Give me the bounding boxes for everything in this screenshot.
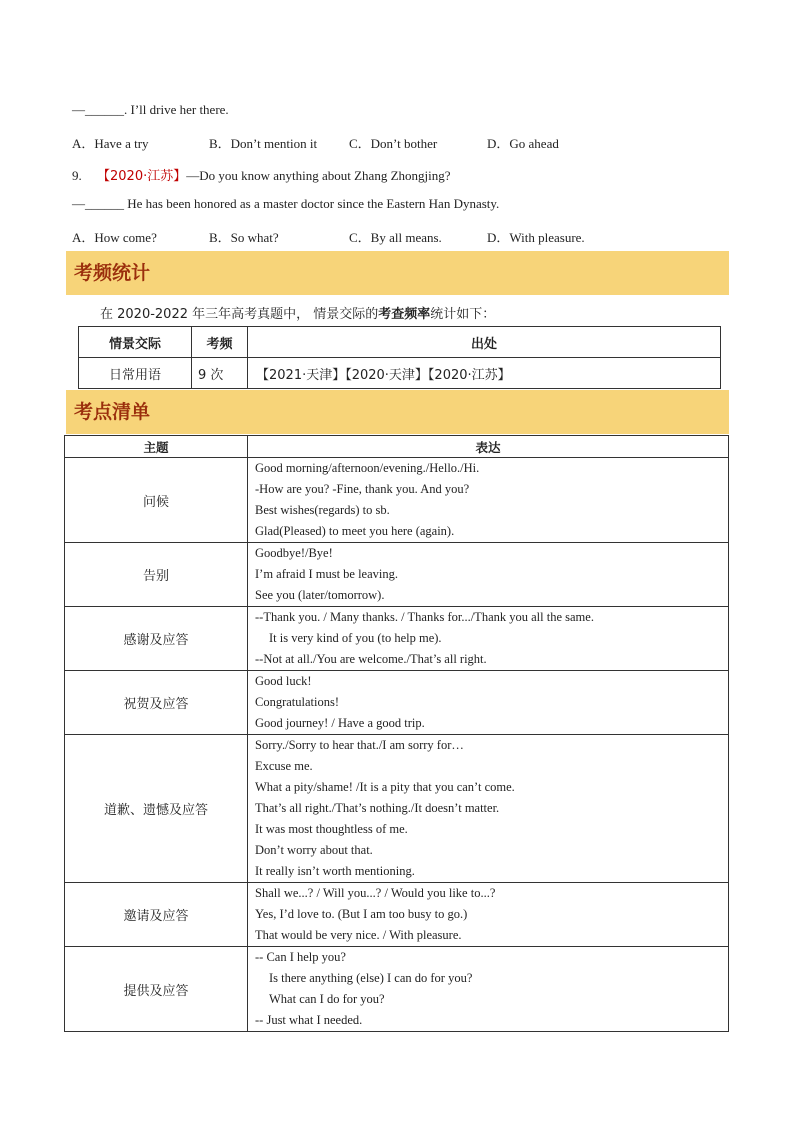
frequency-intro-bold: 考查频率 xyxy=(378,307,431,322)
topic-cell: 道歉、遗憾及应答 xyxy=(65,735,248,883)
section-frequency-banner: 考频统计 xyxy=(66,251,729,295)
frequency-intro-text: 在 2020-2022 年三年高考真题中， 情景交际的 xyxy=(100,307,379,322)
q9-source: 【2020·江苏】 xyxy=(97,169,187,184)
expression-cell xyxy=(248,735,729,883)
expression-line: Yes, I’d love to. (But I am too busy to go.) xyxy=(255,907,468,921)
q9-option-b: B．So what? xyxy=(209,230,279,245)
expression-line: Glad(Pleased) to meet you here (again). xyxy=(255,524,455,538)
frequency-header-count: 考频 xyxy=(192,327,248,358)
expression-line: What can I do for you? xyxy=(269,992,385,1006)
frequency-header-row xyxy=(79,327,721,358)
frequency-table xyxy=(78,326,721,389)
q9-option-c: C．By all means. xyxy=(349,230,442,245)
q9-option-d: D．With pleasure. xyxy=(487,230,585,245)
points-row-farewell xyxy=(65,543,729,607)
expression-cell xyxy=(248,883,729,947)
expression-line: Good morning/afternoon/evening./Hello./Hi. xyxy=(255,461,480,475)
expression-line: -- Just what I needed. xyxy=(255,1013,363,1027)
q9-answer-line: —______ He has been honored as a master doctor since the Eastern Han Dynasty. xyxy=(72,196,500,211)
expression-cell xyxy=(248,671,729,735)
topic-cell: 告别 xyxy=(65,543,248,607)
expression-cell xyxy=(248,947,729,1032)
frequency-row xyxy=(79,358,721,389)
frequency-cell-count: 9 次 xyxy=(192,358,248,389)
q8-option-b: B．Don’t mention it xyxy=(209,136,318,151)
expression-line: It is very kind of you (to help me). xyxy=(269,631,442,645)
expression-line: It was most thoughtless of me. xyxy=(255,822,408,836)
expression-line: --Thank you. / Many thanks. / Thanks for.../Thank you all the same. xyxy=(255,610,594,624)
section-points-banner: 考点清单 xyxy=(66,390,729,434)
expression-cell xyxy=(248,543,729,607)
points-row-offer xyxy=(65,947,729,1032)
q8-option-c: C．Don’t bother xyxy=(349,136,438,151)
expression-line: -- Can I help you? xyxy=(255,950,346,964)
expression-line: Good luck! xyxy=(255,674,312,688)
expression-line: Good journey! / Have a good trip. xyxy=(255,716,425,730)
expression-line: Congratulations! xyxy=(255,695,340,709)
q8-option-d: D．Go ahead xyxy=(487,136,559,151)
expression-line: That would be very nice. / With pleasure. xyxy=(255,928,462,942)
expression-line: That’s all right./That’s nothing./It doesn’t matter. xyxy=(255,801,500,815)
expression-line: Is there anything (else) I can do for you? xyxy=(269,971,473,985)
points-table xyxy=(64,435,729,1032)
expression-cell xyxy=(248,458,729,543)
q9-option-a: A．How come? xyxy=(72,230,157,245)
points-header-topic: 主题 xyxy=(65,436,248,458)
frequency-intro-end: 统计如下： xyxy=(430,307,496,322)
frequency-header-topic: 情景交际 xyxy=(79,327,192,358)
expression-line: -How are you? -Fine, thank you. And you? xyxy=(255,482,470,496)
q9-number: 9. xyxy=(72,168,82,183)
frequency-cell-topic: 日常用语 xyxy=(79,358,192,389)
points-row-congratulations xyxy=(65,671,729,735)
topic-cell: 感谢及应答 xyxy=(65,607,248,671)
topic-cell: 祝贺及应答 xyxy=(65,671,248,735)
frequency-intro xyxy=(100,303,495,322)
topic-cell: 邀请及应答 xyxy=(65,883,248,947)
q9-prompt-line xyxy=(72,165,451,184)
expression-line: What a pity/shame! /It is a pity that you can’t come. xyxy=(255,780,515,794)
points-row-thanks xyxy=(65,607,729,671)
expression-line: See you (later/tomorrow). xyxy=(255,588,385,602)
points-header-row xyxy=(65,436,729,458)
points-row-invitation xyxy=(65,883,729,947)
q8-answer-line: —______. I’ll drive her there. xyxy=(72,102,229,117)
q8-option-a: A．Have a try xyxy=(72,136,149,151)
expression-line: Best wishes(regards) to sb. xyxy=(255,503,390,517)
expression-line: Sorry./Sorry to hear that./I am sorry for… xyxy=(255,738,464,752)
frequency-header-source: 出处 xyxy=(248,327,721,358)
topic-cell: 问候 xyxy=(65,458,248,543)
expression-line: Excuse me. xyxy=(255,759,313,773)
expression-line: I’m afraid I must be leaving. xyxy=(255,567,399,581)
points-header-expression: 表达 xyxy=(248,436,729,458)
points-row-apology xyxy=(65,735,729,883)
expression-cell xyxy=(248,607,729,671)
frequency-cell-source: 【2021·天津】【2020·天津】【2020·江苏】 xyxy=(248,358,721,389)
expression-line: Goodbye!/Bye! xyxy=(255,546,333,560)
expression-line: Don’t worry about that. xyxy=(255,843,373,857)
expression-line: --Not at all./You are welcome./That’s all right. xyxy=(255,652,487,666)
expression-line: It really isn’t worth mentioning. xyxy=(255,864,415,878)
expression-line: Shall we...? / Will you...? / Would you like to...? xyxy=(255,886,496,900)
points-row-greeting xyxy=(65,458,729,543)
q9-prompt: —Do you know anything about Zhang Zhongjing? xyxy=(186,168,451,183)
topic-cell: 提供及应答 xyxy=(65,947,248,1032)
